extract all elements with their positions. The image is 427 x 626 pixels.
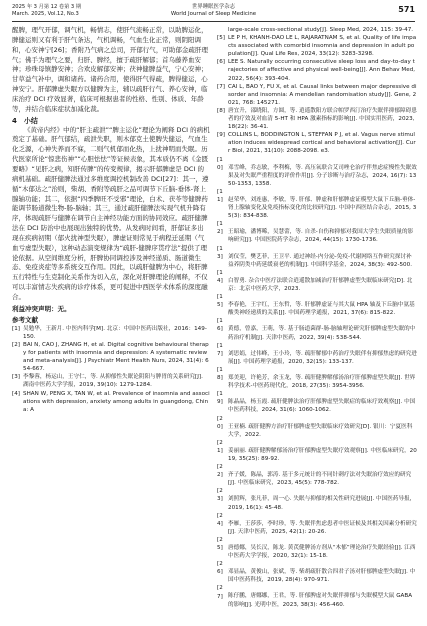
reference-text: CAI L, BAO Y, FU X, et al. Causal links between major depressive disorder and insomnia: A mendelian randomisation study[J]. Gene, 2021, 768: 145271. <box>228 83 417 106</box>
reference-number: [3] <box>12 374 20 381</box>
reference-number: [2] <box>12 341 20 348</box>
reference-number: [12] <box>217 221 223 236</box>
reference-item <box>12 373 210 389</box>
reference-text: 唐德娜，吴长汉，陈龙. 黄芪健脾汤方剂从“木郁”理论治疗失眠经验[J]. 江西中医药大学学报，2020, 32(1): 15-18. <box>228 545 416 560</box>
reference-text: 李春艳，王宇红，王东哲，等. 肝郁脾虚证与其大鼠 HPA 轴及下丘脑中氨基酸类神经递质的关系[J]. 中国药理学通报，2021, 37(6): 815-822. <box>228 302 415 317</box>
page-number: 571 <box>398 5 415 14</box>
reference-number: [4] <box>12 390 20 397</box>
reference-text: 赵荣华，刘连惠，李敏，等. 肝郁、脾虚和肝郁脾虚证模型大鼠下丘脑-垂体-肾上腺轴变化及免疫指标变化的比较研究[J]. 中国中西医结合杂志，2015, 35(3): 834-838. <box>228 196 417 220</box>
reference-number: [25] <box>217 536 223 551</box>
reference-text: LE P H, KHANH-DAO LE L, RAJARATNAM S, et al. Quality of life impacts associated with comorbid insomnia and depression in adult population[J]. Qual Life Res, 2024, 33(12): 3283-3298. <box>228 35 417 58</box>
reference-text: 郑美迎，许艳芳，余玉龙，等. 疏肝健脾解郁汤治疗肝郁脾虚型失眠[J]. 世界科学技术-中医药现代化，2018, 27(35): 3954-3956. <box>228 375 416 390</box>
reference-list-left <box>12 325 210 414</box>
reference-number: [21] <box>217 439 223 454</box>
reference-text: 李黎蓉，杨运山，王守仁，等. 从抑郁性失眠论阴阳与脾胃的关系研究[J]. 湖南中医药大学学报，2019, 39(10): 1279-1284. <box>23 374 203 389</box>
reference-item <box>12 390 210 414</box>
reference-text: 李雁，王莎莎，李时珍，等. 失眠伴焦虑患者中医证候及其相关因素分析研究[J]. 天津中医药，2025, 42(1): 20-26. <box>228 520 417 535</box>
reference-text: 刘照辉，张凡菲，周一心. 失眠与抑郁的相关性研究进展[J]. 中国医药导报，2019, 16(1): 45-48. <box>228 496 416 511</box>
reference-item <box>12 341 210 373</box>
reference-item <box>217 107 417 131</box>
left-column <box>12 26 210 414</box>
reference-text: LEE S. Naturally occurring consecutive sleep loss and day-to-day trajectories of affective and physical well-being[J]. Ann Behav Med, 2022, 56(4): 393-404. <box>228 59 416 82</box>
header-divider <box>12 21 415 22</box>
reference-item <box>217 58 417 82</box>
header-journal-en: World Journal of Sleep Medicine <box>170 11 257 17</box>
reference-number: [9] <box>217 132 225 139</box>
reference-item <box>217 269 417 293</box>
reference-item <box>217 220 417 244</box>
reference-item <box>217 293 417 317</box>
reference-text: 唐宜升，邵晓阳，方圆，等. 逍遥散阳方联合帕罗西汀治疗失眠伴抑郁障碍患者的疗效及对血清 5-HT 和 HPA 激素指标的影响[J]. 中国实用医药，2023, 18(22): 36-41. <box>228 107 417 131</box>
body-paragraph-continuation: 醒脾，理气开郁，调气机，畅情志，使肝气流畅正常，以助脾运化，脾健运则又有利于肝气条达，气机调畅，气血生化正常，则阴阳调和，心安神宁[26]；香附乃气病之总司，开郁行气，可助郁金疏肝理气；佛手为理气之要，归肝、脾经，擅于疏肝解郁；首乌藤养血安神；珍珠母镇静安神；合欢皮解郁安神；茯神健脾益气，宁心安神；甘草益气补中，调和诸药。诸药合用，使得肝气得疏，脾得健运，心神安宁。肝郁脾虚失眠方以健脾为主，辅以疏肝行气、养心安神，临床治疗 DCI 疗效显著，临床可根据患者的性格、性别、体质、年龄等，并结合临床症状加减化裁。 <box>12 26 208 113</box>
section-heading-summary: 4 小结 <box>12 116 38 125</box>
reference-number: [17] <box>217 342 223 357</box>
reference-number: [15] <box>217 294 223 309</box>
reference-text: BAI N, CAO J, ZHANG H, et al. Digital cognitive behavioural therapy for patients with insomnia and depression: A systematic review and meta-analysis[J]. J Psychiatr Ment Health Nurs, 2024, 31(4): 654-667. <box>23 341 209 373</box>
reference-item <box>217 342 417 366</box>
reference-item <box>217 317 417 341</box>
reference-text: 刘思娟，过伟峰，王小玲，等. 疏肝解郁中药治疗失眠伴有抑郁焦虑的研究进展[J]. 中国药理学通报，2020, 32(15): 133-137. <box>228 350 417 365</box>
reference-item <box>217 463 417 487</box>
reference-continuation: large-scale cross-sectional study[J]. Sleep Med, 2024, 115: 39-47. <box>228 27 414 33</box>
reference-text: 姜丽丽. 疏肝健脾解郁汤治疗肝郁脾虚型失眠疗效观察[J]. 中医临床研究，2019, 35(25): 89-92. <box>228 447 417 462</box>
reference-text: 白智勇. 杂合中医疗法联合逍遥散加减治疗肝郁脾虚型失眠临床研究[D]. 北京：北京中医药大学，2023. <box>228 277 413 292</box>
reference-number: [13] <box>217 245 223 260</box>
reference-number: [14] <box>217 269 223 284</box>
reference-text: 陈晶晶，杨玉霞. 疏肝健脾法治疗肝郁脾虚型失眠症的临床疗效观察[J]. 中国中医药科技，2024, 31(6): 1060-1062. <box>228 399 416 414</box>
reference-item <box>217 34 417 58</box>
reference-number: [27] <box>217 585 223 600</box>
reference-text: 邓雪峰，乔志敏，李利梅，等. 高压氧联合艾司唑仑治疗伴焦虑症慢性失眠效果及对失眠严重程度的评价作用[J]. 分子诊断与治疗杂志，2024, 16(7): 1350-1353, 1358. <box>228 164 417 187</box>
reference-item <box>217 560 417 584</box>
header-issue-cn: 2025 年 3 月第 12 卷第 3 期 <box>12 4 82 10</box>
reference-number: [8] <box>217 107 225 114</box>
reference-item <box>217 584 417 608</box>
reference-text: 刘仪莹，樊艺菲，王卫平. 通过神经-内分泌-免疫-代谢网络互作研究探讨补益养阴类中药延缓衰老的机制[J]. 中国科学基金，2024, 38(3): 492-500. <box>228 253 413 268</box>
reference-item <box>217 512 417 536</box>
references-heading: 参考文献 <box>12 315 39 324</box>
reference-text: COLLINS L, BODDINGTON L, STEFFAN P J, et al. Vagus nerve stimulation induces widespread cortical and behavioral activation[J]. Curr Biol, 2021, 31(10): 2088-2098. e3. <box>228 132 416 155</box>
reference-text: 齐子媛，陈晶，郭涛. 基于多元统计的不同针刺疗法对失眠治疗效应的研究[J]. 中医临床研究，2023, 45(5): 778-782. <box>228 472 412 487</box>
reference-item <box>217 390 417 414</box>
reference-text: 王昭瑜，潘博晞，吴慧蕾，等. 自杀-自伤和抑郁对我国大学生失眠质量的影响研究[J]. 中国医院药学杂志，2024, 44(15): 1730-1736. <box>228 229 414 244</box>
reference-item <box>217 83 417 107</box>
reference-number: [1] <box>12 325 20 332</box>
reference-item <box>217 536 417 560</box>
reference-text: 吴勉华，王新月. 中医内科学[M]. 北京：中国中医药出版社，2016：149-150. <box>23 325 207 340</box>
reference-number: [24] <box>217 512 223 527</box>
reference-number: [23] <box>217 488 223 503</box>
header-issue-en: March. 2025, Vol.12, No.3 <box>12 11 79 17</box>
reference-number: [5] <box>217 35 225 42</box>
reference-number: [18] <box>217 366 223 382</box>
reference-text: SHAN W, PENG X, TAN W, et al. Prevalence of insomnia and associations with depression, anxiety among adults in guangdong, China: A <box>23 390 210 413</box>
reference-number: [22] <box>217 464 223 479</box>
reference-item <box>217 415 417 439</box>
reference-number: [10] <box>217 156 223 171</box>
reference-item <box>217 366 417 390</box>
header-journal-title <box>12 4 415 18</box>
conflict-statement: 利益冲突声明：无。 <box>12 304 71 313</box>
reference-item <box>217 439 417 463</box>
reference-number: [11] <box>217 188 223 203</box>
reference-number: [20] <box>217 415 223 430</box>
reference-text: 王亚楠. 疏肝健脾方治疗肝郁脾虚型失眠临床疗效研究[D]. 银川：宁夏医科大学，2022. <box>228 423 413 438</box>
reference-text: 黄德，曾嘉，王萌，等. 基于肠道菌群-肠-脑轴理论研究肝郁脾虚型失眠的中药治疗机制[J]. 天津中医药，2022, 39(4): 538-544. <box>228 326 416 341</box>
body-paragraph-summary: 《黄帝内经》中的“肝主疏泄”“脾主运化”理论为阐释 DCI 的病机奠定了基础。肝气郁结，疏泄失职，则木郁克土使脾失健运，气血生化乏源，心神失养而不寐，二则气机郁而化热，上扰神明而失眠。历代医家所论“惊悲伤神”“心胆怯怯”等证候表象，其本质仍不离《金匮要略》“见肝之病，知肝传脾”的传变规律，揭示肝郁脾虚是 DCI 的病机基础。疏肝健脾法通过多维度调控机制改善 DCI[27]：其一，遵循“木郁达之”治则，柴胡、香附等疏肝之品可调节下丘脑-垂体-肾上腺轴功能；其二，依据“四季脾旺不受邪”理论，白术、茯苓等健脾药能调节肠道微生物-肠-脑轴；其三，通过疏肝健脾法实现气机升降有序，体现疏肝与健脾在调节自主神经功能方面的协同效应。疏肝健脾法在 DCI 防治中也展现出独特的优势。从发病时间看，肝郁证多出现在疾病初期（郁火扰神型失眠），脾虚证则常见于病程迁延期（气血亏虚型失眠），这种动态演变规律为“疏肝-健脾序贯疗法”提供了理论依据。从空间维度分析，肝脾协同调控涉及神经递质、肠道微生态、免疫炎症等多系统交互作用。因此，以疏肝健脾为中心，将肝脾五行特性与生克制化关系作为切入点，深化对肝脾理论的阐释，不仅可以丰富情志失疾病的诊疗体系，更可促进中西医学术体系的深度融合。 <box>12 125 210 301</box>
reference-text: 陈仔鹏，唐娜娜，王君，等. 肝郁脾虚对失眠伴抑郁与失眠模型大鼠 GABA 的影响[J]. 光明中医，2023, 38(3): 456-460. <box>228 593 413 608</box>
right-column <box>217 26 417 609</box>
reference-number: [6] <box>217 59 225 66</box>
reference-item <box>217 188 417 220</box>
header-journal-cn: 世界睡眠医学杂志 <box>191 4 236 10</box>
reference-number: [19] <box>217 391 223 406</box>
reference-item <box>12 325 210 341</box>
reference-number: [26] <box>217 561 223 576</box>
reference-text: 邓显晶，黄俊山，张斌，等. 柴胡疏肝散合四君子汤对肝郁脾虚型失眠[J]. 中国中医药科技，2019, 28(4): 970-971. <box>228 569 416 584</box>
reference-item <box>217 131 417 155</box>
reference-item <box>217 156 417 188</box>
reference-item <box>217 487 417 511</box>
reference-number: [16] <box>217 318 223 333</box>
reference-item <box>217 245 417 269</box>
reference-number: [7] <box>217 83 225 90</box>
reference-list-right <box>217 26 417 609</box>
